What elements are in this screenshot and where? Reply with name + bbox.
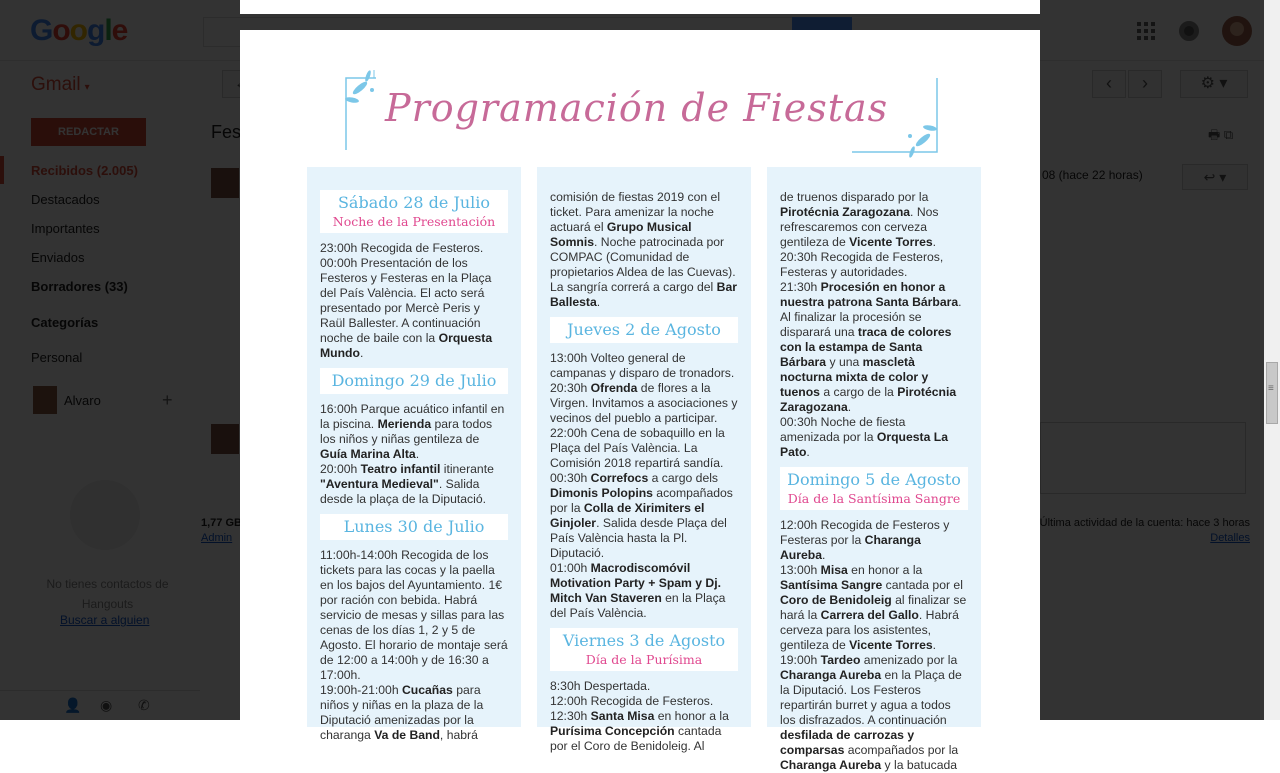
day-title: Domingo 29 de Julio: [331, 371, 497, 390]
poster-title: Programación de Fiestas: [385, 86, 889, 130]
event-text: 8:30h Despertada. 12:00h Recogida de Festeros. 12:30h Santa Misa en honor a la Purísima Concepción cantada por el Coro de Benidoleig. Al: [550, 679, 729, 753]
program-column-3: [767, 167, 981, 772]
day-header: [320, 368, 508, 394]
day-header: [780, 467, 968, 510]
event-text: 11:00h-14:00h Recogida de los tickets para las cocas y la paella en los bajos del Ayuntamiento. 1€ por ración con bebida. Habrá servicio de mesas y sillas para las cenas de los días 1, 2 y 5 de Agosto. El horario de montaje será de 12:00 a 14:00h y de 16:30 a 17:00h. 19:00h-21:00h Cucañas para niños y niñas en la plaza de la Diputació amenizadas por la charanga Va de Band, habrá: [320, 548, 508, 742]
event-text: de truenos disparado por la Pirotécnia Zaragozana. Nos refrescaremos con cerveza gentileza de Vicente Torres. 20:30h Recogida de Festeros, Festeras y autoridades. 21:30h Procesión en honor a nuestra patrona Santa Bárbara. Al finalizar la procesión se disparará una traca de colores con la estampa de Santa Bárbara y una mascletà nocturna mixta de color y tuenos a cargo de la Pirotécnia Zaragozana. 00:30h Noche de fiesta amenizada por la Orquesta La Pato.: [780, 190, 962, 459]
day-title: Domingo 5 de Agosto: [787, 470, 961, 489]
day-title: Sábado 28 de Julio: [337, 193, 491, 212]
day-header: [550, 628, 738, 671]
event-text: 13:00h Volteo general de campanas y disparo de tronadors. 20:30h Ofrenda de flores a la Virgen. Invitamos a asociaciones y vecinos del pueblo a participar. 22:00h Cena de sobaquillo en la Plaça del País València. La Comisión 2018 repartirá sandía. 00:30h Correfocs a cargo dels Dimonis Polopins acompañados por la Colla de Xirimiters el Ginjoler. Salida desde Plaça del País València hasta la Pl. Diputació. 01:00h Macrodiscomóvil Motivation Party + Spam y Dj. Mitch Van Staveren en la Plaça del País València.: [550, 351, 738, 620]
day-subtitle: Día de la Santísima Sangre: [787, 491, 961, 506]
day-title: Jueves 2 de Agosto: [567, 320, 721, 339]
day-header: [320, 190, 508, 233]
day-header: [550, 317, 738, 343]
page-scrollbar[interactable]: [1264, 0, 1280, 720]
day-header: [320, 514, 508, 540]
event-text: 16:00h Parque acuático infantil en la piscina. Merienda para todos los niños y niñas gentileza de Guía Marina Alta. 20:00h Teatro infantil itinerante "Aventura Medieval". Salida desde la plaça de la Diputació.: [320, 402, 505, 506]
poster-image: [240, 30, 1040, 772]
event-text: 12:00h Recogida de Festeros y Festeras por la Charanga Aureba. 13:00h Misa en honor a la Santísima Sangre cantada por el Coro de Benidoleig al finalizar se hará la Carrera del Gallo. Habrá cerveza para los asistentes, gentileza de Vicente Torres. 19:00h Tardeo amenizado por la Charanga Aureba en la Plaça de la Diputació. Los Festeros repartirán burret y agua a todos los disfrazados. A continuación desfilada de carrozas y comparsas acompañados por la Charanga Aureba y la batucada: [780, 518, 967, 772]
program-column-2: [537, 167, 751, 753]
day-title: Lunes 30 de Julio: [343, 517, 485, 536]
event-text: comisión de fiestas 2019 con el ticket. Para amenizar la noche actuará el Grupo Musical Somnis. Noche patrocinada por COMPAC (Comunidad de propietarios Aldea de las Cuevas). La sangría correrá a cargo del Bar Ballesta.: [550, 190, 737, 309]
day-subtitle: Noche de la Presentación: [332, 214, 496, 229]
program-column-1: [307, 167, 521, 742]
previous-image-edge: [240, 0, 1040, 14]
day-title: Viernes 3 de Agosto: [562, 631, 726, 650]
scrollbar-thumb[interactable]: [1266, 362, 1278, 424]
event-text: 23:00h Recogida de Festeros. 00:00h Presentación de los Festeros y Festeras en la Plaça del País València. El acto será presentado por Mercè Peris y Raül Ballester. A continuación noche de baile con la Orquesta Mundo.: [320, 241, 493, 360]
day-subtitle: Día de la Purísima: [585, 652, 703, 667]
